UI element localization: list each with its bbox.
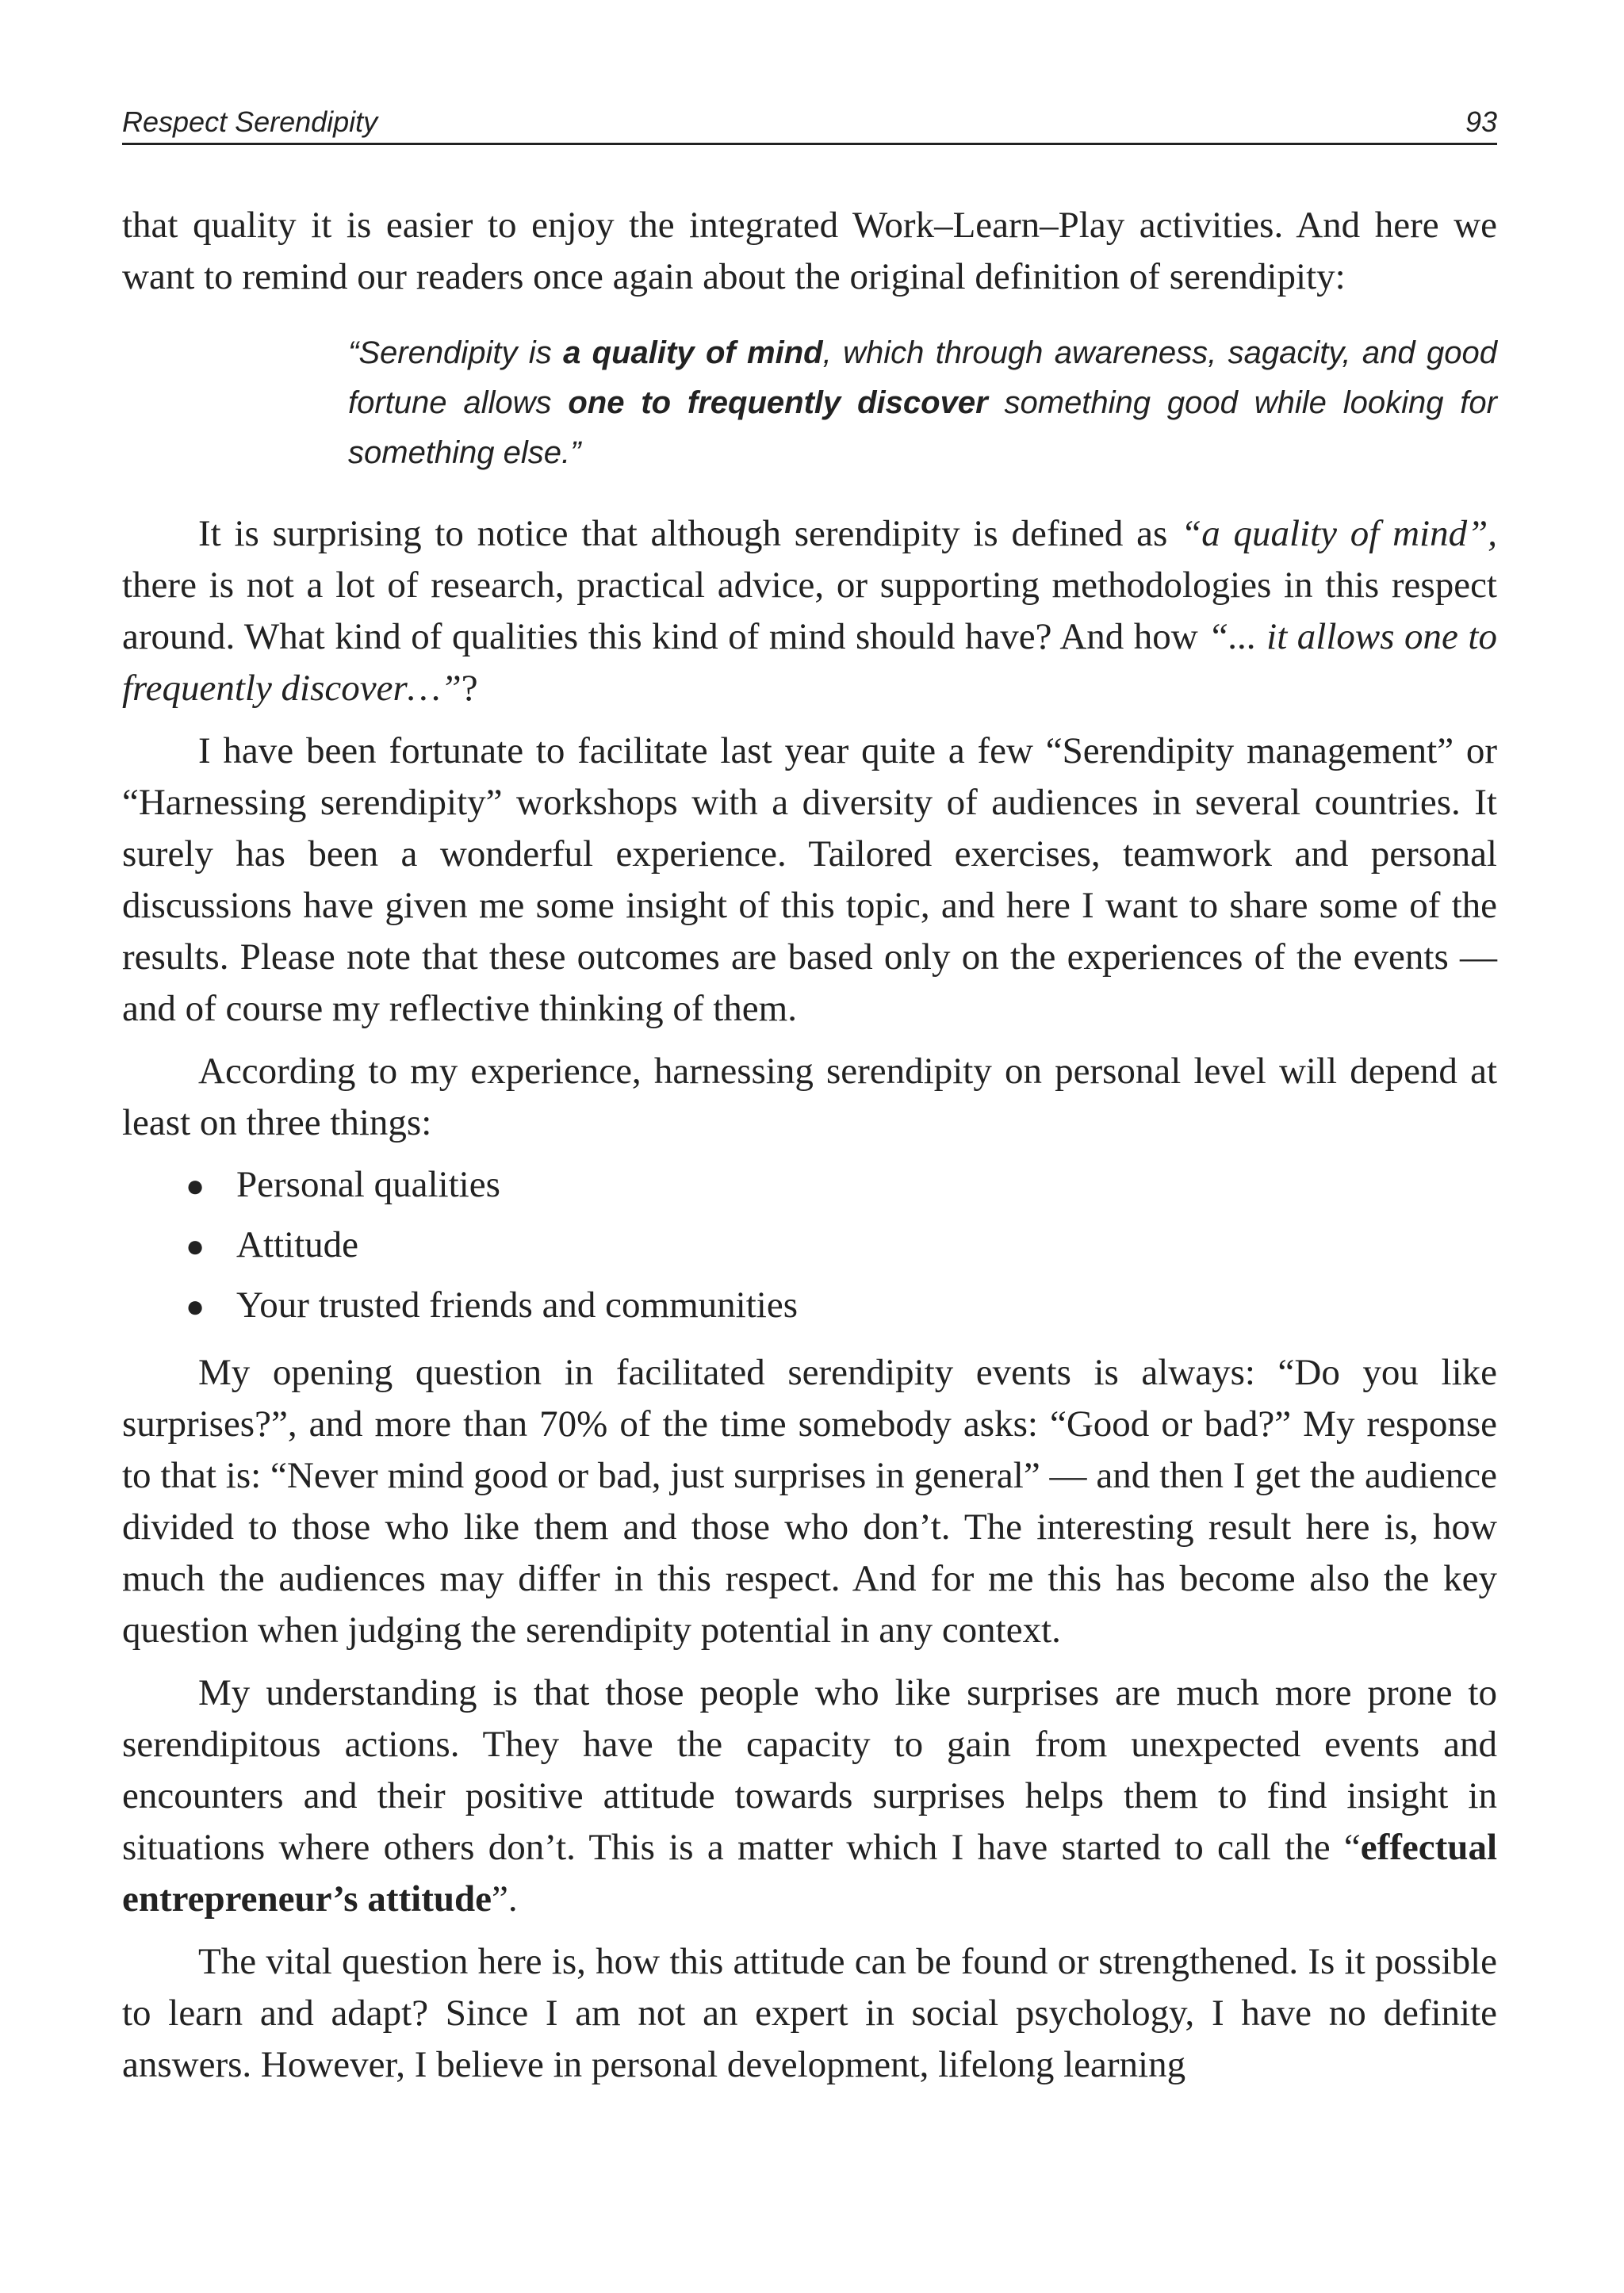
quote-text-2: , which through awareness, sagacity, and good fortune allows [348, 335, 1497, 420]
p2-text-2: there is not a lot of research, practical advice, or supporting methodologies in this respect around. What kind of qualities this kind of mind should have? And how [122, 565, 1497, 657]
p6-text-1: My understanding is that those people who like surprises are much more prone to serendipitous actions. They have the capacity to gain from unexpected events and encounters and their positive attitude towards surprises helps them to find insight in situations where others don’t. This is a matter which I have started to call the “ [122, 1672, 1497, 1868]
page-number: 93 [1465, 105, 1497, 138]
p2-text-3: ? [461, 668, 478, 709]
paragraph-6 [122, 1667, 1497, 1925]
paragraph-7: The vital question here is, how this attitude can be found or strengthened. Is it possible to learn and adapt? Since I am not an expert in social psychology, I have no definite answers. However, I believe in personal development, lifelong learning [122, 1941, 1497, 2085]
bullet-list [122, 1155, 1497, 1336]
list-item [122, 1155, 1497, 1215]
paragraph-5: My opening question in facilitated serendipity events is always: “Do you like surprises?”, and more than 70% of the time somebody asks: “Good or bad?” My response to that is: “Never mind good or bad, just surprises in general” — and then I get the audience divided to those who like them and those who don’t. The interesting result here is, how much the audiences may differ in this respect. And for me this has become also the key question when judging the serendipity potential in any context. [122, 1352, 1497, 1651]
bullet-icon: ● [186, 1168, 205, 1204]
p2-italic-1: “a quality of mind”, [1181, 513, 1497, 554]
paragraph-1: that quality it is easier to enjoy the integrated Work–Learn–Play activities. And here we want to remind our readers once again about the original definition of serendipity: [122, 205, 1497, 297]
p2-text-1: It is surprising to notice that although serendipity is defined as [198, 513, 1182, 554]
list-item [122, 1215, 1497, 1276]
list-item-text: Personal qualities [236, 1164, 500, 1205]
bullet-icon: ● [186, 1228, 205, 1264]
paragraph-2 [122, 508, 1497, 714]
quote-text-3: something good while looking for something else.” [348, 385, 1497, 470]
quote-text-1: “Serendipity is [348, 335, 564, 370]
quote-bold-1: a quality of mind [563, 335, 823, 370]
p6-text-2: ”. [491, 1878, 518, 1920]
list-item [122, 1276, 1497, 1336]
section-title: Respect Serendipity [122, 105, 378, 138]
body-text [122, 200, 1497, 2091]
running-header [122, 105, 1497, 145]
p2-italic-2: “... it allows one to frequently discover…” [122, 616, 1497, 709]
definition-quote [348, 328, 1497, 478]
paragraph-4: According to my experience, harnessing serendipity on personal level will depend at least on three things: [122, 1051, 1497, 1143]
list-item-text: Your trusted friends and communities [236, 1284, 798, 1326]
p6-bold-1: effectual entrepreneur’s attitude [122, 1827, 1497, 1920]
quote-bold-2: one to frequently discover [568, 385, 988, 420]
paragraph-3: I have been fortunate to facilitate last year quite a few “Serendipity management” or “Harnessing serendipity” workshops with a diversity of audiences in several countries. It surely has been a wonderful experience. Tailored exercises, teamwork and personal discussions have given me some insight of this topic, and here I want to share some of the results. Please note that these outcomes are based only on the experiences of the events — and of course my reflective thinking of them. [122, 730, 1497, 1029]
list-item-text: Attitude [236, 1224, 359, 1265]
bullet-icon: ● [186, 1288, 205, 1324]
